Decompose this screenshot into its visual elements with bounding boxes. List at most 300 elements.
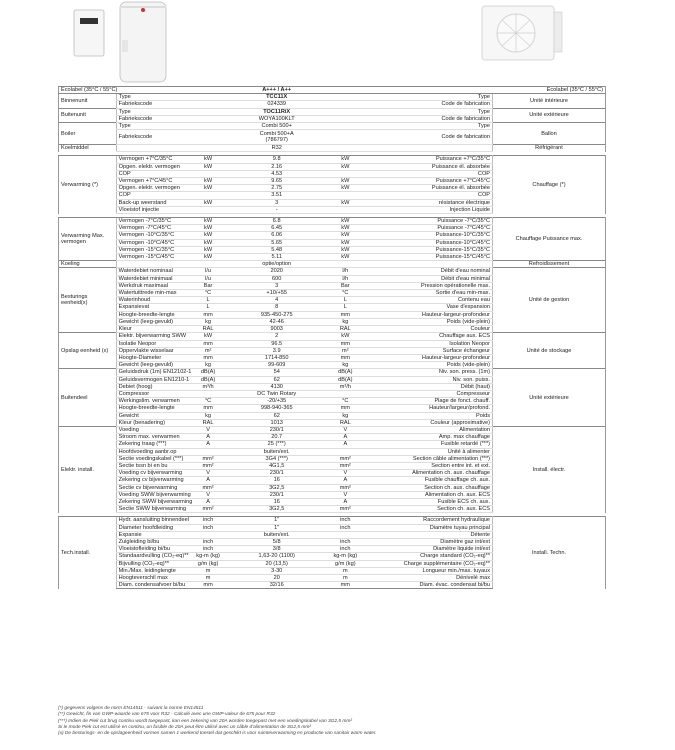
spec-unit-fr: kW: [311, 333, 380, 340]
spec-label-fr: Type: [380, 94, 493, 101]
spec-unit-fr: RAL: [311, 419, 380, 426]
spec-unit: inch: [174, 524, 243, 531]
spec-unit-fr: g/m (kg): [311, 560, 380, 567]
spec-label-nl: Werkingslim. verwarmen: [116, 398, 174, 405]
spec-unit-fr: inch: [311, 517, 380, 524]
spec-label-nl: Bijvulling (CO₂-eq)**: [116, 560, 174, 567]
spec-label-fr: Amp. max chauffage: [380, 434, 493, 441]
section-label-fr: Install. Techn.: [493, 517, 606, 589]
spec-label-fr: Dénivelé max: [380, 575, 493, 582]
spec-unit-fr: [311, 94, 380, 101]
spec-label-fr: Raccordement hydraulique: [380, 517, 493, 524]
spec-unit-fr: mm²: [311, 506, 380, 513]
spec-row: [59, 94, 606, 101]
spec-label-fr: Couleur (approximative): [380, 419, 493, 426]
spec-unit: mm: [174, 405, 243, 412]
spec-unit-fr: [311, 531, 380, 538]
spec-value: DC Twin Rotary: [242, 390, 311, 397]
spec-unit-fr: °C: [311, 398, 380, 405]
spec-unit: kW: [174, 185, 243, 192]
spec-label-nl: Waterinhoud: [116, 297, 174, 304]
spec-unit: A: [174, 441, 243, 448]
spec-unit: RAL: [174, 419, 243, 426]
section-label-nl: Binnenunit: [59, 94, 117, 108]
spec-label-nl: Watertuittrede min-max: [116, 290, 174, 297]
spec-value: +10/+55: [242, 290, 311, 297]
spec-value: 2: [242, 333, 311, 340]
spec-unit: [174, 531, 243, 538]
spec-unit: L: [174, 297, 243, 304]
spec-value: 3G4 (***): [242, 455, 311, 462]
section-label-nl: Besturings eenheid(x): [59, 268, 117, 333]
spec-row: [59, 145, 606, 152]
spec-label-fr: Poids (vide-plein): [380, 318, 493, 325]
spec-unit: [174, 108, 243, 115]
spec-label-fr: Débit d'eau nominal: [380, 268, 493, 275]
spec-label-nl: Opgen. elektr. vermogen: [116, 185, 174, 192]
spec-unit: °C: [174, 398, 243, 405]
spec-unit-fr: A: [311, 498, 380, 505]
spec-label-nl: Kleur: [116, 326, 174, 333]
spec-label-fr: COP: [380, 170, 493, 177]
spec-label-fr: Niv. son. puiss.: [380, 376, 493, 383]
spec-value: 230/1: [242, 426, 311, 433]
spec-label-nl: Diameter hoofdleiding: [116, 524, 174, 531]
spec-value: 16: [242, 477, 311, 484]
spec-unit-fr: mm: [311, 311, 380, 318]
spec-value: 3: [242, 282, 311, 289]
spec-label-nl: Vermogen -10°C/35°C: [116, 232, 174, 239]
spec-label-nl: Gewicht (leeg-gevuld): [116, 318, 174, 325]
spec-unit-fr: m³/h: [311, 383, 380, 390]
spec-unit: [174, 130, 243, 145]
spec-unit-fr: inch: [311, 546, 380, 553]
spec-unit-fr: m²: [311, 347, 380, 354]
spec-unit-fr: A: [311, 441, 380, 448]
spec-unit-fr: mm: [311, 354, 380, 361]
spec-label-nl: Kleur (benadering): [116, 419, 174, 426]
spec-value: 3G2,5: [242, 484, 311, 491]
spec-unit: l/u: [174, 268, 243, 275]
spec-value: 5.11: [242, 254, 311, 261]
spec-label-fr: Poids (vide-plein): [380, 362, 493, 369]
spec-value: 2.75: [242, 185, 311, 192]
spec-label-fr: Section entre int. et ext.: [380, 462, 493, 469]
spec-label-nl: Hoogte-Diameter: [116, 354, 174, 361]
spec-unit: A: [174, 477, 243, 484]
spec-label-fr: Surface échangeur: [380, 347, 493, 354]
spec-row: [59, 369, 606, 376]
spec-unit-fr: kW: [311, 185, 380, 192]
spec-value: -: [242, 206, 311, 213]
spec-unit-fr: l/h: [311, 275, 380, 282]
spec-label-nl: [116, 145, 242, 152]
spec-unit: V: [174, 470, 243, 477]
spec-unit-fr: kW: [311, 156, 380, 163]
spec-unit: V: [174, 491, 243, 498]
spec-label-fr: Détente: [380, 531, 493, 538]
spec-table: [58, 86, 606, 589]
spec-unit: dB(A): [174, 376, 243, 383]
spec-label-fr: Unité à alimenter: [380, 448, 493, 455]
spec-row: [59, 261, 606, 268]
spec-label-nl: Fabriekscode: [116, 115, 174, 122]
spec-unit-fr: RAL: [311, 326, 380, 333]
spec-value: 4130: [242, 383, 311, 390]
spec-unit-fr: kW: [311, 239, 380, 246]
spec-unit-fr: mm: [311, 582, 380, 589]
spec-label-nl: COP: [116, 170, 174, 177]
spec-value: 3-30: [242, 567, 311, 574]
section-label-fr: Unité extérieure: [493, 108, 606, 122]
spec-unit: kW: [174, 225, 243, 232]
spec-value: 6.06: [242, 232, 311, 239]
footnote: Si le mode Piek cut est utilisé en continu, un fusible de 20A peut être utilisé avec un câble d'alimentation de 3G2,5 mm²: [58, 724, 311, 730]
spec-label-nl: Hoogteverschil max: [116, 575, 174, 582]
spec-label-nl: Voeding: [116, 426, 174, 433]
spec-label-nl: Vermogen -10°C/45°C: [116, 239, 174, 246]
spec-label-fr: Charge supplémentaire (CO₂-eq)**: [380, 560, 493, 567]
spec-label-nl: Zuigleiding bi/bu: [116, 538, 174, 545]
spec-label-nl: Type: [116, 94, 174, 101]
spec-label-fr: Isolation Neopor: [380, 340, 493, 347]
spec-label-nl: Isolatie Neopor: [116, 340, 174, 347]
spec-label-nl: Hoogte-breedte-lengte: [116, 311, 174, 318]
section-label-fr: Unité extérieure: [493, 369, 606, 427]
spec-label-fr: Pression opérationelle max.: [380, 282, 493, 289]
spec-label-fr: [311, 261, 493, 268]
section-label-nl: Opslag eenheid (x): [59, 333, 117, 369]
spec-value: Combi 500+: [242, 123, 311, 130]
spec-unit-fr: kW: [311, 199, 380, 206]
spec-unit-fr: m: [311, 575, 380, 582]
spec-value: 024339: [242, 101, 311, 108]
spec-unit-fr: °C: [311, 290, 380, 297]
spec-value: 5.65: [242, 239, 311, 246]
spec-label-fr: Poids: [380, 412, 493, 419]
spec-unit: mm: [174, 354, 243, 361]
spec-value: 6.45: [242, 225, 311, 232]
spec-unit: kg: [174, 318, 243, 325]
spec-row: [59, 156, 606, 163]
footnote: (***) Indien de Piek cut brug continu wordt toegepast, kan een zekering van 20A worden toegepast met een voedingskabel van 3G2,5 mm²: [58, 718, 352, 724]
spec-label-nl: Sectie voedingskabel (***): [116, 455, 174, 462]
spec-label-nl: Compressor: [116, 390, 174, 397]
spec-unit: inch: [174, 517, 243, 524]
spec-label-nl: Hoofdvoeding aanbr.op: [116, 448, 174, 455]
section-label-nl: Koelmiddel: [59, 145, 117, 152]
spec-unit: kW: [174, 199, 243, 206]
spec-unit: kW: [174, 178, 243, 185]
spec-label-fr: Code de fabrication: [380, 115, 493, 122]
spec-row: [59, 218, 606, 225]
spec-label-nl: Sectie cv bijverwarming: [116, 484, 174, 491]
spec-value: 99-609: [242, 362, 311, 369]
spec-value: buiten/ext.: [242, 448, 311, 455]
spec-value: 62: [242, 376, 311, 383]
spec-label-fr: Puissance -7°C/35°C: [380, 218, 493, 225]
spec-unit-fr: V: [311, 426, 380, 433]
spec-unit-fr: L: [311, 304, 380, 311]
spec-label-fr: Puissance él. absorbée: [380, 163, 493, 170]
spec-unit: A: [174, 498, 243, 505]
spec-label-nl: Type: [116, 108, 174, 115]
section-label-fr: Install. électr.: [493, 426, 606, 512]
spec-label-nl: Sectie tssn bi en bu: [116, 462, 174, 469]
spec-label-fr: Vase d'expansion: [380, 304, 493, 311]
spec-label-fr: Diamètre tuyau principal: [380, 524, 493, 531]
spec-label-fr: Niv. son. press. (1m): [380, 369, 493, 376]
spec-unit: mm²: [174, 455, 243, 462]
spec-unit: g/m (kg): [174, 560, 243, 567]
spec-unit-fr: kW: [311, 225, 380, 232]
spec-value: 9.65: [242, 178, 311, 185]
section-label-fr: Unité de gestion: [493, 268, 606, 333]
spec-unit: m: [174, 575, 243, 582]
spec-unit: kg-m (kg): [174, 553, 243, 560]
spec-unit-fr: kg: [311, 318, 380, 325]
spec-value: 20: [242, 575, 311, 582]
spec-unit-fr: mm²: [311, 455, 380, 462]
section-label-fr: Chauffage (*): [493, 156, 606, 214]
spec-label-nl: Zekering SWW bijverwarming: [116, 498, 174, 505]
spec-label-nl: Back-up weerstand: [116, 199, 174, 206]
spec-label-fr: Puissance +7°C/45°C: [380, 178, 493, 185]
spec-unit: mm: [174, 340, 243, 347]
spec-label-nl: Voeding cv bijverwarming: [116, 470, 174, 477]
spec-unit-fr: kW: [311, 178, 380, 185]
spec-unit: [174, 123, 243, 130]
spec-unit: m²: [174, 347, 243, 354]
spec-unit: kW: [174, 218, 243, 225]
spec-unit-fr: mm: [311, 405, 380, 412]
section-label-nl: Elektr. install.: [59, 426, 117, 512]
spec-row: [59, 268, 606, 275]
footnote: (x) De besturings- en de opslageenheid vormen samen 1 werkend toestel dat geschikt is voor ruimteverwarming en productie van sanitair warm water.: [58, 731, 377, 737]
spec-value: -20/+35: [242, 398, 311, 405]
spec-unit: [174, 170, 243, 177]
section-label-fr: Réfrigérant: [493, 145, 606, 152]
spec-label-fr: Type: [380, 123, 493, 130]
spec-label-nl: Opgen. elektr. vermogen: [116, 163, 174, 170]
spec-unit-fr: [311, 101, 380, 108]
spec-value: 25 (***): [242, 441, 311, 448]
spec-value: 96.5: [242, 340, 311, 347]
section-label-nl: Verwarming Max. vermogen: [59, 218, 117, 261]
spec-unit-fr: A: [311, 434, 380, 441]
spec-value: 4.53: [242, 170, 311, 177]
spec-unit-fr: [311, 108, 380, 115]
spec-label-fr: Puissance -7°C/45°C: [380, 225, 493, 232]
spec-value: 935-450-275: [242, 311, 311, 318]
spec-label-nl: Voeding SWW bijverwarming: [116, 491, 174, 498]
spec-label-nl: Oppervlakte wisselaar: [116, 347, 174, 354]
spec-label-fr: Section câble alimentation (***): [380, 455, 493, 462]
spec-label-fr: Fusible ECS ch. aux.: [380, 498, 493, 505]
section-label-nl: Tech.install.: [59, 517, 117, 589]
spec-value: 998-940-365: [242, 405, 311, 412]
spec-unit: kg: [174, 362, 243, 369]
spec-label-nl: [116, 261, 242, 268]
spec-value: 1013: [242, 419, 311, 426]
spec-label-fr: Alimentation ch. aux. chauffage: [380, 470, 493, 477]
spec-unit-fr: [311, 115, 380, 122]
spec-label-fr: Contenu eau: [380, 297, 493, 304]
spec-label-nl: Elektr. bijverwarming SWW: [116, 333, 174, 340]
spec-label-fr: Fusible retardé (***): [380, 441, 493, 448]
spec-label-fr: Puissance-15°C/35°C: [380, 246, 493, 253]
spec-unit-fr: mm²: [311, 462, 380, 469]
product-illustration-outdoor-unit: [480, 2, 565, 64]
spec-value: R32: [242, 145, 311, 152]
footnote: (**) Gewicht, fin van GWP-waarde van 675 voor R32 - Calculé avec une GWP-valeur de 675 pour R32: [58, 712, 276, 718]
spec-unit: A: [174, 434, 243, 441]
section-label-nl: Koeling: [59, 261, 117, 268]
spec-label-fr: Type: [380, 108, 493, 115]
spec-label-fr: Puissance-10°C/45°C: [380, 239, 493, 246]
spec-unit-fr: inch: [311, 538, 380, 545]
spec-row: [59, 426, 606, 433]
spec-label-fr: Couleur: [380, 326, 493, 333]
spec-label-fr: Code de fabrication: [380, 101, 493, 108]
spec-row: [59, 108, 606, 115]
spec-unit: inch: [174, 546, 243, 553]
spec-value: 2.16: [242, 163, 311, 170]
spec-label-fr: Code de fabrication: [380, 130, 493, 145]
spec-value: 20.7: [242, 434, 311, 441]
spec-value: 3.9: [242, 347, 311, 354]
spec-label-fr: Débit (haut): [380, 383, 493, 390]
spec-label-fr: Compresseur: [380, 390, 493, 397]
spec-label-fr: Alimentation: [380, 426, 493, 433]
spec-value: 20 (13,5): [242, 560, 311, 567]
spec-value: 1,63-20 (1100): [242, 553, 311, 560]
spec-unit-fr: m: [311, 567, 380, 574]
spec-label-fr: Puissance +7°C/35°C: [380, 156, 493, 163]
spec-value: 9.8: [242, 156, 311, 163]
section-label-nl: Buitenunit: [59, 108, 117, 122]
spec-value: 230/1: [242, 470, 311, 477]
spec-label-nl: Hoogte-breedte-lengte: [116, 405, 174, 412]
spec-unit: [174, 192, 243, 199]
section-label-fr: Refroidissement: [493, 261, 606, 268]
spec-label-nl: Zekering cv bijverwarming: [116, 477, 174, 484]
spec-unit-fr: inch: [311, 524, 380, 531]
spec-label-nl: Gewicht (leeg-gevuld): [116, 362, 174, 369]
spec-unit: mm²: [174, 484, 243, 491]
spec-unit-fr: dB(A): [311, 376, 380, 383]
spec-label-fr: Hauteur-largeur-profondeur: [380, 311, 493, 318]
spec-unit: l/u: [174, 275, 243, 282]
spec-label-nl: Vermogen -7°C/35°C: [116, 218, 174, 225]
ecolabel-value: A+++ / A++: [174, 87, 380, 94]
spec-label-nl: Expansievat: [116, 304, 174, 311]
spec-unit: [174, 115, 243, 122]
spec-unit: mm: [174, 311, 243, 318]
spec-value: 1": [242, 517, 311, 524]
ecolabel-label-fr: Ecolabel (35°C / 55°C): [380, 87, 606, 94]
spec-unit: mm²: [174, 462, 243, 469]
spec-unit-fr: [311, 206, 380, 213]
spec-unit-fr: [311, 390, 380, 397]
spec-unit-fr: kg-m (kg): [311, 553, 380, 560]
footnote: (*) gegevens volgens de norm EN14511 - suivant la norme EN14511: [58, 706, 204, 711]
spec-label-nl: Expansie: [116, 531, 174, 538]
spec-label-fr: Diam. évac. condensat bi/bu: [380, 582, 493, 589]
spec-label-fr: Puissance-10°C/35°C: [380, 232, 493, 239]
spec-label-fr: Fusible chauffage ch. aux.: [380, 477, 493, 484]
spec-unit: [174, 448, 243, 455]
spec-label-nl: Min./Max. leidinglengte: [116, 567, 174, 574]
spec-label-fr: Diamètre liquide int/ext: [380, 546, 493, 553]
spec-label-nl: Fabriekscode: [116, 101, 174, 108]
spec-row: [59, 517, 606, 524]
spec-unit-fr: Bar: [311, 282, 380, 289]
spec-unit: RAL: [174, 326, 243, 333]
spec-unit-fr: L: [311, 297, 380, 304]
spec-unit: kW: [174, 333, 243, 340]
spec-value: buiten/ext.: [242, 531, 311, 538]
spec-label-fr: Plage de fonct. chauff.: [380, 398, 493, 405]
spec-label-nl: Fabriekscode: [116, 130, 174, 145]
spec-value: 230/1: [242, 491, 311, 498]
spec-unit: [174, 101, 243, 108]
spec-value: 9003: [242, 326, 311, 333]
spec-label-nl: Geluidsdruk (1m) EN12102-1: [116, 369, 174, 376]
spec-unit: kW: [174, 156, 243, 163]
spec-unit: kW: [174, 246, 243, 253]
spec-unit: Bar: [174, 282, 243, 289]
spec-label-nl: Geluidsvermogen EN1210-1: [116, 376, 174, 383]
section-label-fr: Ballon: [493, 123, 606, 145]
spec-value: optie/option: [242, 261, 311, 268]
spec-label-fr: Charge standard (CO₂-eq)**: [380, 553, 493, 560]
spec-value: 1": [242, 524, 311, 531]
spec-label-nl: Diam. condensafvoer bi/bu: [116, 582, 174, 589]
spec-unit: °C: [174, 290, 243, 297]
spec-unit: [174, 94, 243, 101]
spec-label-fr: Injection Liquide: [380, 206, 493, 213]
spec-value: 1714-850: [242, 354, 311, 361]
spec-value: WOYA100KLT: [242, 115, 311, 122]
spec-label-nl: Zekering traag (***): [116, 441, 174, 448]
spec-value: 3: [242, 199, 311, 206]
spec-label-fr: résistance électrique: [380, 199, 493, 206]
spec-label-nl: Hydr. aansluiting binnendeel: [116, 517, 174, 524]
spec-unit-fr: kW: [311, 254, 380, 261]
spec-unit-fr: [311, 192, 380, 199]
spec-value: 4: [242, 297, 311, 304]
spec-label-fr: Sortie d'eau min-max.: [380, 290, 493, 297]
spec-label-fr: Longueur min./max. tuyaux: [380, 567, 493, 574]
footnotes: [58, 706, 658, 737]
spec-unit: m³/h: [174, 383, 243, 390]
product-illustration-boiler: [70, 0, 210, 82]
spec-value: 5.48: [242, 246, 311, 253]
section-label-nl: Boiler: [59, 123, 117, 145]
spec-label-fr: COP: [380, 192, 493, 199]
spec-unit: mm²: [174, 506, 243, 513]
spec-label-fr: [311, 145, 493, 152]
product-images: [0, 0, 675, 84]
spec-label-fr: Section ch. aux. chauffage: [380, 484, 493, 491]
section-label-fr: Unité intérieure: [493, 94, 606, 108]
spec-unit-fr: kW: [311, 218, 380, 225]
spec-unit-fr: V: [311, 491, 380, 498]
spec-unit: dB(A): [174, 369, 243, 376]
spec-unit-fr: kW: [311, 232, 380, 239]
spec-value: 5/8: [242, 538, 311, 545]
